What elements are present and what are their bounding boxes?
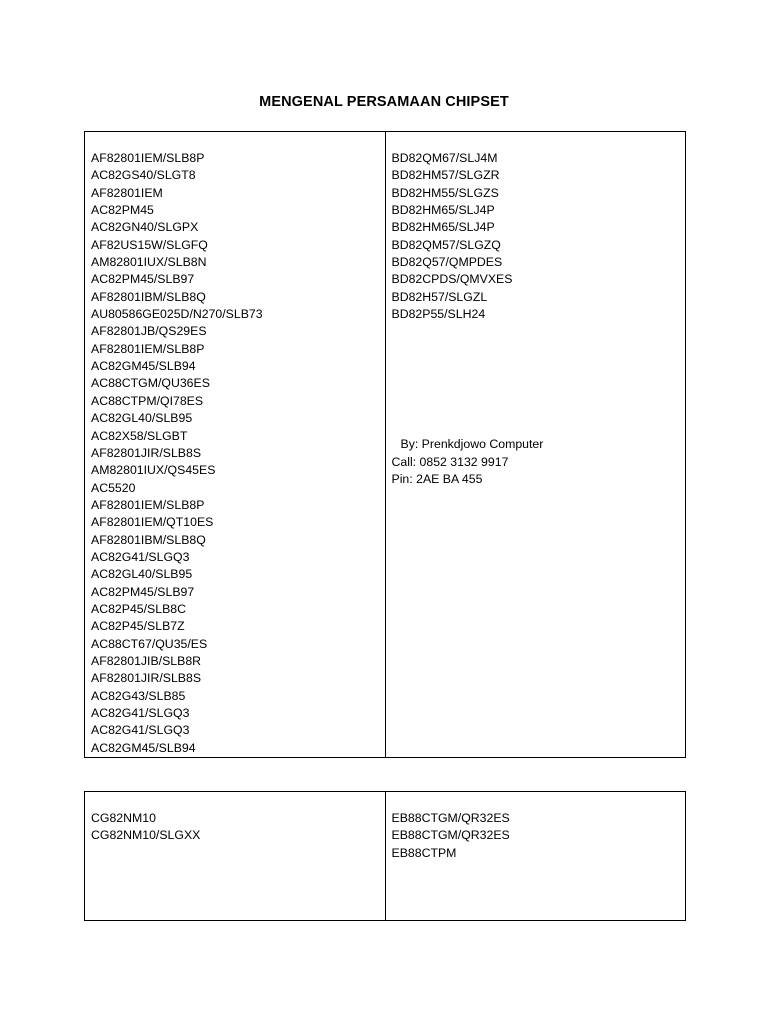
- chipset-item: AM82801IUX/QS45ES: [91, 463, 216, 478]
- chipset-item: AF82801JB/QS29ES: [91, 324, 207, 339]
- chipset-item: AC82PM45/SLB97: [91, 272, 195, 287]
- chipset-item: CG82NM10/SLGXX: [91, 828, 201, 843]
- credits-block: [392, 436, 686, 488]
- pin-contact: Pin: 2AE BA 455: [391, 472, 483, 487]
- chipset-item: BD82P55/SLH24: [391, 307, 486, 322]
- chipset-item: AC88CT67/QU35/ES: [91, 636, 208, 651]
- chipset-item: AC82G41/SLGQ3: [91, 706, 190, 720]
- chipset-item: BD82HM57/SLGZR: [391, 168, 500, 183]
- chipset-item: AF82801IEM/QT10ES: [91, 515, 214, 530]
- chipset-column-left: [85, 792, 386, 921]
- chipset-item: AF82US15W/SLGFQ: [91, 237, 208, 252]
- chipset-column-right: [385, 792, 686, 921]
- chipset-item: AF82801IEM: [91, 185, 163, 200]
- phone-contact: Call: 0852 3132 9917: [391, 454, 509, 469]
- chipset-item: AC82GN40/SLGPX: [91, 220, 199, 235]
- chipset-item: AU80586GE025D/N270/SLB73: [91, 307, 263, 322]
- chipset-list-right: [392, 132, 686, 323]
- chipset-column-right: [385, 132, 686, 758]
- chipset-item: AC82G41/SLGQ3: [91, 549, 190, 564]
- chipset-list-left: [91, 792, 385, 845]
- chipset-item: BD82HM55/SLGZS: [391, 185, 499, 200]
- author-credit: By: Prenkdjowo Computer: [400, 437, 544, 452]
- chipset-item: AC82G41/SLGQ3: [91, 723, 190, 738]
- chipset-table-secondary: [84, 791, 686, 921]
- chipset-item: AC88CTGM/QU36ES: [91, 376, 210, 391]
- chipset-item: AC82GS40/SLGT8: [91, 168, 196, 183]
- chipset-item: BD82H57/SLGZL: [391, 289, 488, 304]
- chipset-item: AC82P45/SLB7Z: [91, 619, 185, 634]
- chipset-item: AC82GM45/SLB94: [91, 359, 196, 374]
- chipset-item: AC82GM45/SLB94: [91, 740, 196, 755]
- chipset-item: BD82QM57/SLGZQ: [391, 237, 501, 252]
- chipset-item: AF82801IEM/SLB8P: [91, 341, 205, 356]
- page-title: MENGENAL PERSAMAAN CHIPSET: [259, 94, 509, 110]
- chipset-item: AC5520: [91, 480, 136, 495]
- chipset-item: CG82NM10: [91, 811, 156, 825]
- chipset-table-main: [84, 131, 686, 758]
- chipset-item: BD82HM65/SLJ4P: [391, 203, 495, 218]
- chipset-item: AC82PM45/SLB97: [91, 584, 195, 599]
- chipset-item: AF82801JIR/SLB8S: [91, 671, 202, 686]
- chipset-item: AC82PM45: [91, 203, 154, 218]
- chipset-item: AC88CTPM/QI78ES: [91, 393, 204, 408]
- chipset-item: AF82801IEM/SLB8P: [91, 151, 205, 165]
- chipset-item: AM82801IUX/SLB8N: [91, 255, 207, 270]
- chipset-item: EB88CTGM/QR32ES: [391, 828, 510, 843]
- chipset-item: AC82GL40/SLB95: [91, 567, 193, 582]
- chipset-item: AF82801IBM/SLB8Q: [91, 289, 206, 304]
- chipset-item: AC82G43/SLB85: [91, 688, 186, 703]
- chipset-item: AF82801IBM/SLB8Q: [91, 532, 206, 547]
- chipset-item: BD82CPDS/QMVXES: [391, 272, 513, 287]
- chipset-item: AC82X58/SLGBT: [91, 428, 188, 443]
- chipset-item: AF82801JIB/SLB8R: [91, 653, 202, 668]
- chipset-item: BD82HM65/SLJ4P: [391, 220, 495, 235]
- chipset-item: AC82GL40/SLB95: [91, 411, 193, 426]
- chipset-item: AF82801JIR/SLB8S: [91, 445, 202, 460]
- chipset-item: BD82Q57/QMPDES: [391, 255, 503, 270]
- chipset-item: EB88CTGM/QR32ES: [391, 811, 510, 825]
- chipset-item: AC82P45/SLB8C: [91, 601, 187, 616]
- chipset-list-right: [392, 792, 686, 862]
- chipset-item: BD82QM67/SLJ4M: [391, 151, 498, 165]
- chipset-item: EB88CTPM: [391, 845, 457, 860]
- chipset-list-left: [91, 132, 385, 757]
- chipset-item: AF82801IEM/SLB8P: [91, 497, 205, 512]
- chipset-column-left: [85, 132, 386, 758]
